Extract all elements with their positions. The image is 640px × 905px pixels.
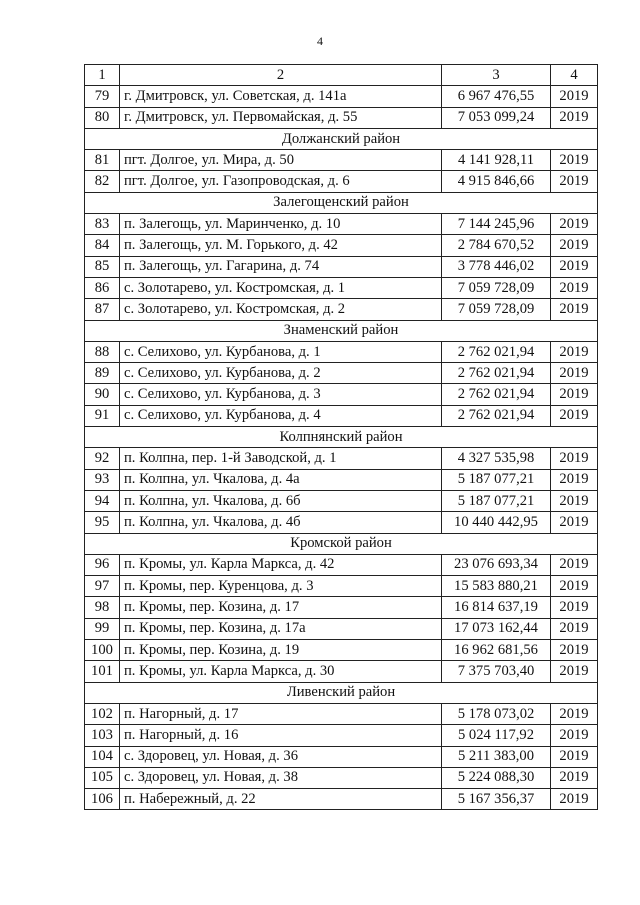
table-row [85,725,598,746]
row-number-cell: 99 [85,618,120,639]
row-number-cell: 93 [85,469,120,490]
district-row [85,682,598,703]
register-table [84,64,598,810]
year-cell: 2019 [551,299,598,320]
amount-cell: 2 762 021,94 [442,341,551,362]
table-row [85,597,598,618]
year-cell: 2019 [551,384,598,405]
amount-cell: 5 224 088,30 [442,767,551,788]
amount-cell: 2 762 021,94 [442,384,551,405]
address-cell: п. Кромы, пер. Козина, д. 19 [120,640,442,661]
table-row [85,469,598,490]
row-number-cell: 79 [85,86,120,107]
table-row [85,384,598,405]
district-heading: Кромской район [85,533,598,554]
address-cell: пгт. Долгое, ул. Газопроводская, д. 6 [120,171,442,192]
district-row [85,192,598,213]
row-number-cell: 90 [85,384,120,405]
year-cell: 2019 [551,86,598,107]
amount-cell: 5 211 383,00 [442,746,551,767]
address-cell: с. Селихово, ул. Курбанова, д. 4 [120,405,442,426]
address-cell: п. Колпна, ул. Чкалова, д. 6б [120,490,442,511]
address-cell: с. Золотарево, ул. Костромская, д. 1 [120,277,442,298]
amount-cell: 16 814 637,19 [442,597,551,618]
year-cell: 2019 [551,214,598,235]
table-row [85,86,598,107]
table-row [85,789,598,810]
table-row [85,448,598,469]
amount-cell: 6 967 476,55 [442,86,551,107]
year-cell: 2019 [551,469,598,490]
address-cell: п. Кромы, пер. Козина, д. 17а [120,618,442,639]
table-row [85,703,598,724]
table-row [85,661,598,682]
amount-cell: 4 141 928,11 [442,150,551,171]
year-cell: 2019 [551,640,598,661]
table-row [85,576,598,597]
district-row [85,533,598,554]
row-number-cell: 103 [85,725,120,746]
table-row [85,746,598,767]
amount-cell: 2 762 021,94 [442,405,551,426]
year-cell: 2019 [551,107,598,128]
district-heading: Колпнянский район [85,427,598,448]
table-row [85,341,598,362]
amount-cell: 5 187 077,21 [442,490,551,511]
amount-cell: 7 144 245,96 [442,214,551,235]
amount-cell: 7 053 099,24 [442,107,551,128]
year-cell: 2019 [551,150,598,171]
year-cell: 2019 [551,725,598,746]
row-number-cell: 84 [85,235,120,256]
table-row [85,299,598,320]
header-row [85,65,598,86]
table-row [85,767,598,788]
year-cell: 2019 [551,171,598,192]
row-number-cell: 102 [85,703,120,724]
table-row [85,405,598,426]
amount-cell: 5 187 077,21 [442,469,551,490]
address-cell: п. Залегощь, ул. Гагарина, д. 74 [120,256,442,277]
amount-cell: 7 059 728,09 [442,299,551,320]
address-cell: п. Колпна, ул. Чкалова, д. 4б [120,512,442,533]
table-row [85,640,598,661]
row-number-cell: 97 [85,576,120,597]
year-cell: 2019 [551,767,598,788]
year-cell: 2019 [551,405,598,426]
address-cell: пгт. Долгое, ул. Мира, д. 50 [120,150,442,171]
header-cell-4: 4 [551,65,598,86]
year-cell: 2019 [551,746,598,767]
row-number-cell: 95 [85,512,120,533]
amount-cell: 4 915 846,66 [442,171,551,192]
table-row [85,214,598,235]
address-cell: с. Золотарево, ул. Костромская, д. 2 [120,299,442,320]
row-number-cell: 100 [85,640,120,661]
table-row [85,490,598,511]
amount-cell: 2 762 021,94 [442,363,551,384]
year-cell: 2019 [551,512,598,533]
year-cell: 2019 [551,235,598,256]
row-number-cell: 96 [85,554,120,575]
district-heading: Ливенский район [85,682,598,703]
amount-cell: 10 440 442,95 [442,512,551,533]
district-row [85,427,598,448]
district-row [85,320,598,341]
address-cell: п. Колпна, пер. 1-й Заводской, д. 1 [120,448,442,469]
year-cell: 2019 [551,490,598,511]
table-row [85,150,598,171]
table-row [85,618,598,639]
row-number-cell: 81 [85,150,120,171]
year-cell: 2019 [551,789,598,810]
district-heading: Залегощенский район [85,192,598,213]
address-cell: г. Дмитровск, ул. Советская, д. 141а [120,86,442,107]
year-cell: 2019 [551,661,598,682]
amount-cell: 2 784 670,52 [442,235,551,256]
amount-cell: 4 327 535,98 [442,448,551,469]
header-cell-1: 1 [85,65,120,86]
table-row [85,107,598,128]
header-cell-3: 3 [442,65,551,86]
table-body [85,86,598,810]
district-heading: Должанский район [85,128,598,149]
row-number-cell: 101 [85,661,120,682]
address-cell: п. Колпна, ул. Чкалова, д. 4а [120,469,442,490]
row-number-cell: 92 [85,448,120,469]
row-number-cell: 85 [85,256,120,277]
row-number-cell: 94 [85,490,120,511]
address-cell: с. Селихово, ул. Курбанова, д. 3 [120,384,442,405]
table-row [85,171,598,192]
row-number-cell: 80 [85,107,120,128]
year-cell: 2019 [551,703,598,724]
address-cell: п. Кромы, ул. Карла Маркса, д. 30 [120,661,442,682]
amount-cell: 5 024 117,92 [442,725,551,746]
address-cell: п. Залегощь, ул. Маринченко, д. 10 [120,214,442,235]
address-cell: п. Залегощь, ул. М. Горького, д. 42 [120,235,442,256]
table-row [85,512,598,533]
year-cell: 2019 [551,554,598,575]
table-row [85,256,598,277]
amount-cell: 3 778 446,02 [442,256,551,277]
year-cell: 2019 [551,363,598,384]
amount-cell: 15 583 880,21 [442,576,551,597]
address-cell: п. Кромы, пер. Куренцова, д. 3 [120,576,442,597]
row-number-cell: 88 [85,341,120,362]
district-row [85,128,598,149]
row-number-cell: 86 [85,277,120,298]
address-cell: с. Здоровец, ул. Новая, д. 38 [120,767,442,788]
table-row [85,554,598,575]
address-cell: п. Кромы, ул. Карла Маркса, д. 42 [120,554,442,575]
row-number-cell: 105 [85,767,120,788]
table-row [85,277,598,298]
row-number-cell: 89 [85,363,120,384]
year-cell: 2019 [551,597,598,618]
amount-cell: 7 059 728,09 [442,277,551,298]
row-number-cell: 106 [85,789,120,810]
address-cell: п. Нагорный, д. 17 [120,703,442,724]
address-cell: с. Здоровец, ул. Новая, д. 36 [120,746,442,767]
row-number-cell: 98 [85,597,120,618]
amount-cell: 17 073 162,44 [442,618,551,639]
row-number-cell: 91 [85,405,120,426]
address-cell: г. Дмитровск, ул. Первомайская, д. 55 [120,107,442,128]
row-number-cell: 104 [85,746,120,767]
address-cell: с. Селихово, ул. Курбанова, д. 1 [120,341,442,362]
address-cell: п. Нагорный, д. 16 [120,725,442,746]
year-cell: 2019 [551,448,598,469]
table-row [85,235,598,256]
row-number-cell: 87 [85,299,120,320]
amount-cell: 5 178 073,02 [442,703,551,724]
year-cell: 2019 [551,277,598,298]
amount-cell: 23 076 693,34 [442,554,551,575]
row-number-cell: 83 [85,214,120,235]
year-cell: 2019 [551,341,598,362]
address-cell: п. Набережный, д. 22 [120,789,442,810]
header-cell-2: 2 [120,65,442,86]
year-cell: 2019 [551,576,598,597]
row-number-cell: 82 [85,171,120,192]
page-number: 4 [317,34,323,48]
amount-cell: 5 167 356,37 [442,789,551,810]
district-heading: Знаменский район [85,320,598,341]
year-cell: 2019 [551,618,598,639]
amount-cell: 7 375 703,40 [442,661,551,682]
table-row [85,363,598,384]
address-cell: п. Кромы, пер. Козина, д. 17 [120,597,442,618]
amount-cell: 16 962 681,56 [442,640,551,661]
year-cell: 2019 [551,256,598,277]
address-cell: с. Селихово, ул. Курбанова, д. 2 [120,363,442,384]
